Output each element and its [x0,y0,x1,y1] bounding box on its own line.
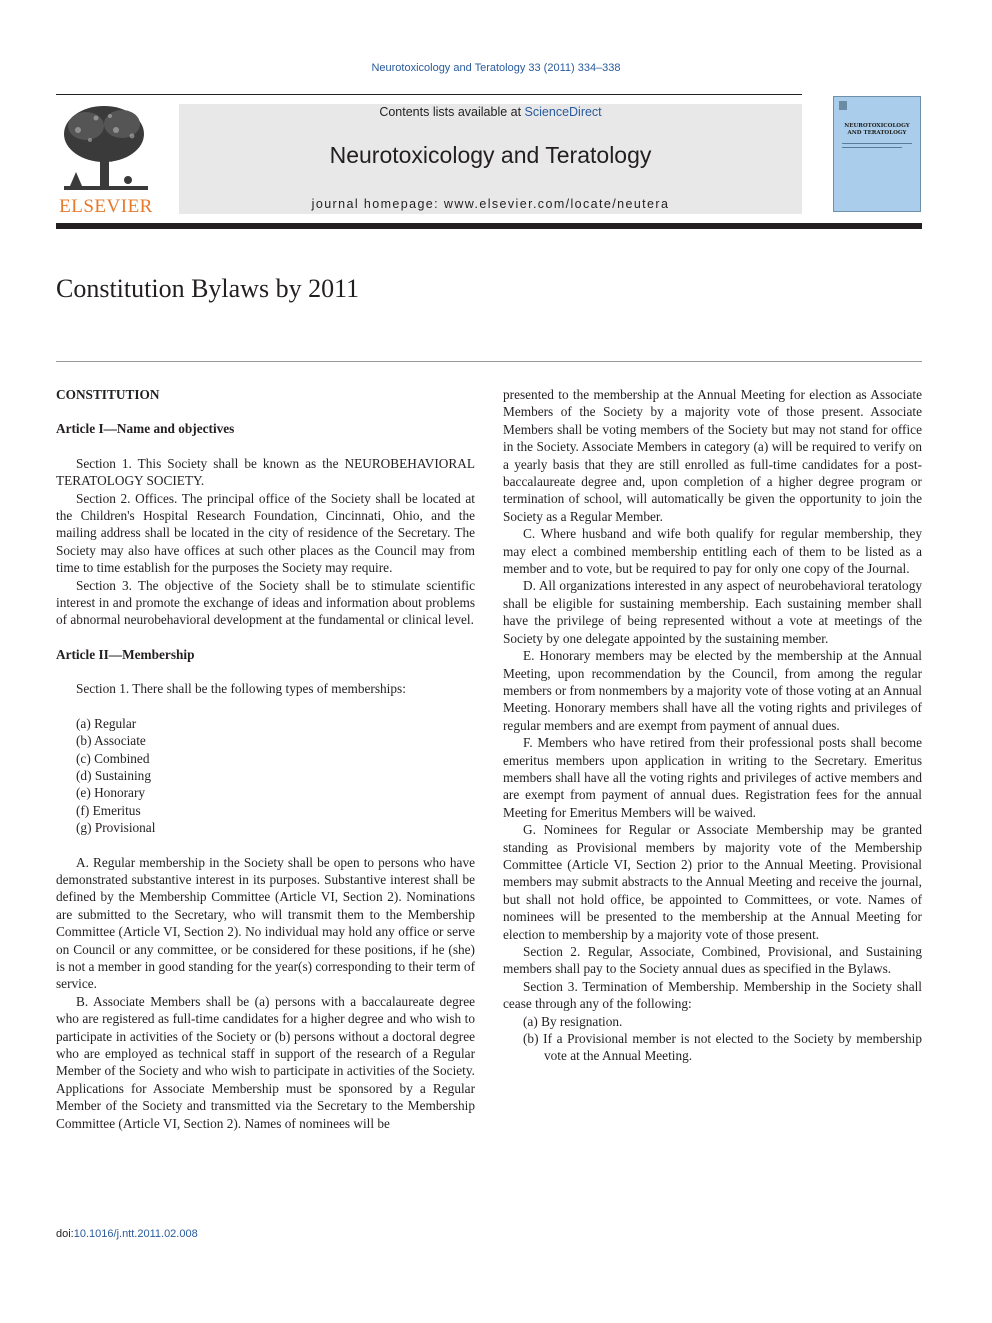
list-item: (d) Sustaining [76,767,151,783]
list-item: (b) Associate [76,733,146,749]
paragraph-sustaining-membership: D. All organizations interested in any aspect of neurobehavioral teratology shall be eligible for sustaining membership. Each sustaining member shall have the privilege of being represented without a vote at meetings of the Society by one delegate appointed by the sustaining member. [503,578,922,646]
doi-link[interactable]: 10.1016/j.ntt.2011.02.008 [73,1228,198,1240]
article1-heading: Article I—Name and objectives [56,421,235,437]
list-item: (e) Honorary [76,785,146,801]
header-rule [56,94,802,95]
left-column [56,386,475,1132]
paragraph-provisional-membership: G. Nominees for Regular or Associate Membership may be granted standing as Provisional members by majority vote of the Membership Committee (Article VI, Section 2) prior to the Annual Meeting. Provisional members may submit abstracts to the Annual Meeting and receive the journal, but shall not hold office, be appointed to Committees, or vote. Names of nominees will be presented to the membership at the Annual Meeting for election to membership by a majority vote of those present. [503,822,922,942]
title-rule [56,361,922,362]
sciencedirect-link[interactable]: ScienceDirect [524,105,602,119]
list-item: (f) Emeritus [76,802,141,818]
tree-icon [56,100,156,196]
paragraph-combined-membership: C. Where husband and wife both qualify for regular membership, they may elect a combined membership entitling each of them to be listed as a member and to vote, but be required to pay for only one copy of the Journal. [503,526,922,577]
article2-section1: Section 1. There shall be the following types of memberships: [76,681,406,697]
paragraph-regular-membership: A. Regular membership in the Society shall be open to persons who have demonstrated substantive interest in its purposes. Substantive interest shall be defined by the Membership Committee (Article VI, Section 2). Nominations are submitted to the Secretary, who will transmit them to the Membership Committee (Article VI, Section 2). No individual may hold any office or serve on Council or any committee, or be considered for these positions, if he (she) is not a member in good standing for the year(s) corresponding to their term of service. [56,854,475,992]
article2-section2: Section 2. Regular, Associate, Combined, Provisional, and Sustaining members shall pay to the Society annual dues as specified in the Bylaws. [503,944,922,977]
thick-rule [56,223,922,229]
journal-homepage[interactable]: journal homepage: www.elsevier.com/locate/neutera [311,197,670,211]
paragraph-associate-membership: B. Associate Members shall be (a) persons with a baccalaureate degree who are registered as full-time candidates for a higher degree and who wish to participate in activities of the Society or (b) persons without a doctoral degree who are employed as technical staff in support of the research of a Regular Member of the Society and who wish to participate in activities of the Society. Applications for Associate Membership must be sponsored by a Regular Member of the Society and transmitted via the Secretary to the Membership Committee (Article VI, Section 2). Names of nominees will be [56,993,475,1131]
cover-title: NEUROTOXICOLOGY AND TERATOLOGY [844,123,910,136]
cover-line [842,143,912,144]
article-title: Constitution Bylaws by 2011 [56,274,360,303]
journal-banner [179,104,802,214]
list-item: (a) By resignation. [523,1013,623,1029]
paragraph-honorary-membership: E. Honorary members may be elected by the membership at the Annual Meeting, upon recommendation by the Council, from among the regular members or from nonmembers by a majority vote of those voting at an Annual Meeting. Honorary members shall have all the voting rights and privileges of regular members and are exempt from payment of annual dues. [503,648,922,733]
cover-line [842,147,902,148]
doi-footer [56,1228,198,1240]
contents-line [179,105,802,119]
article1-section2: Section 2. Offices. The principal office of the Society shall be located at the Children's Hospital Research Foundation, Cincinnati, Ohio, and the mailing address shall be located in the city of residence of the Secretary. The Society may also have offices at such other places as the Council may from time to time establish for the purposes the Society may require. [56,490,475,576]
journal-title: Neurotoxicology and Teratology [329,142,652,168]
article2-section3: Section 3. Termination of Membership. Membership in the Society shall cease through any of the following: [503,978,922,1012]
list-item: (c) Combined [76,750,150,766]
paragraph-emeritus-membership: F. Members who have retired from their professional posts shall become emeritus members upon application in writing to the Secretary. Emeritus members shall have all the voting rights and privileges of active members and are exempt from payment of annual dues. Registration fees for the annual Meeting for Emeritus Members will be waived. [503,735,922,820]
doi-prefix: doi: [56,1228,74,1240]
contents-prefix: Contents lists available at [379,105,525,119]
membership-list [56,715,475,837]
right-column [503,386,922,1065]
journal-cover [833,96,921,212]
journal-citation[interactable]: Neurotoxicology and Teratology 33 (2011) 334–338 [371,62,621,74]
cover-logo-icon [839,101,847,110]
article1-section3: Section 3. The objective of the Society shall be to stimulate scientific interest in and promote the exchange of ideas and information about problems of abnormal neurobehavioral development at the fundamental or clinical level. [56,577,475,628]
list-item: (g) Provisional [76,820,156,836]
article1-section1: Section 1. This Society shall be known as the NEUROBEHAVIORAL TERATOLOGY SOCIETY. [56,455,475,489]
termination-list [503,1013,922,1065]
list-item: (a) Regular [76,715,137,731]
article2-heading: Article II—Membership [56,646,195,662]
list-item: (b) If a Provisional member is not elected to the Society by membership vote at the Annual Meeting. [523,1031,922,1064]
publisher-name: ELSEVIER [59,196,153,217]
constitution-heading: CONSTITUTION [56,387,160,402]
paragraph-associate-continued: presented to the membership at the Annual Meeting for election as Associate Members of the Society by a majority vote of those present. Associate Members shall be voting members of the Society but may not stand for office in the Society. Associate Members in category (a) will be required to verify on a yearly basis that they are still enrolled as full-time candidates for a post-baccalaureate degree and, upon completion of a higher degree program or termination of school, will automatically be given the opportunity to join the Society as a Regular Member. [503,387,922,524]
